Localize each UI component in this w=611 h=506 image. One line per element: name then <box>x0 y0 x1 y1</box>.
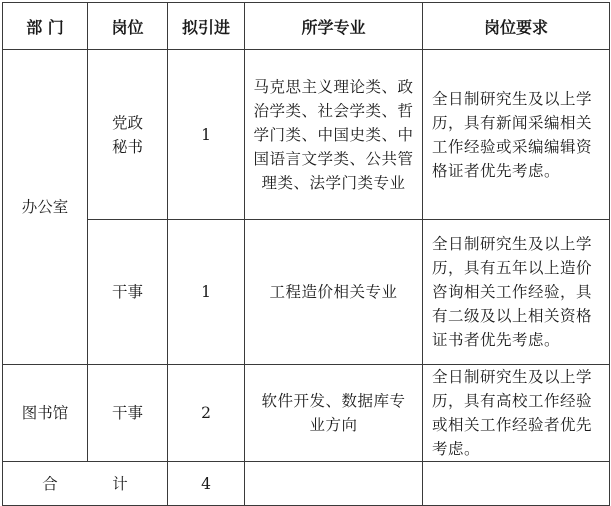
department-cell: 图书馆 <box>3 365 88 462</box>
major-cell: 软件开发、数据库专业方向 <box>245 365 423 462</box>
empty-cell <box>423 462 610 506</box>
header-position: 岗位 <box>88 3 168 50</box>
count-cell: 1 <box>168 50 245 220</box>
table-row <box>3 220 610 365</box>
recruitment-table <box>2 2 610 506</box>
position-cell: 干事 <box>88 220 168 365</box>
header-row <box>3 3 610 50</box>
empty-cell <box>245 462 423 506</box>
requirement-cell: 全日制研究生及以上学历，具有高校工作经验或相关工作经验者优先考虑。 <box>423 365 610 462</box>
total-row <box>3 462 610 506</box>
position-cell: 党政秘书 <box>88 50 168 220</box>
major-cell: 工程造价相关专业 <box>245 220 423 365</box>
major-cell: 马克思主义理论类、政治学类、社会学类、哲学门类、中国史类、中国语言文学类、公共管理类、法学门类专业 <box>245 50 423 220</box>
position-cell: 干事 <box>88 365 168 462</box>
total-label: 合 计 <box>3 462 168 506</box>
count-cell: 1 <box>168 220 245 365</box>
total-count: 4 <box>168 462 245 506</box>
department-cell: 办公室 <box>3 50 88 365</box>
header-major: 所学专业 <box>245 3 423 50</box>
count-cell: 2 <box>168 365 245 462</box>
header-count: 拟引进 <box>168 3 245 50</box>
header-department: 部 门 <box>3 3 88 50</box>
requirement-cell: 全日制研究生及以上学历，具有五年以上造价咨询相关工作经验，具有二级及以上相关资格证书者优先考虑。 <box>423 220 610 365</box>
table-row <box>3 50 610 220</box>
table-row <box>3 365 610 462</box>
requirement-cell: 全日制研究生及以上学历，具有新闻采编相关工作经验或采编编辑资格证者优先考虑。 <box>423 50 610 220</box>
header-requirement: 岗位要求 <box>423 3 610 50</box>
